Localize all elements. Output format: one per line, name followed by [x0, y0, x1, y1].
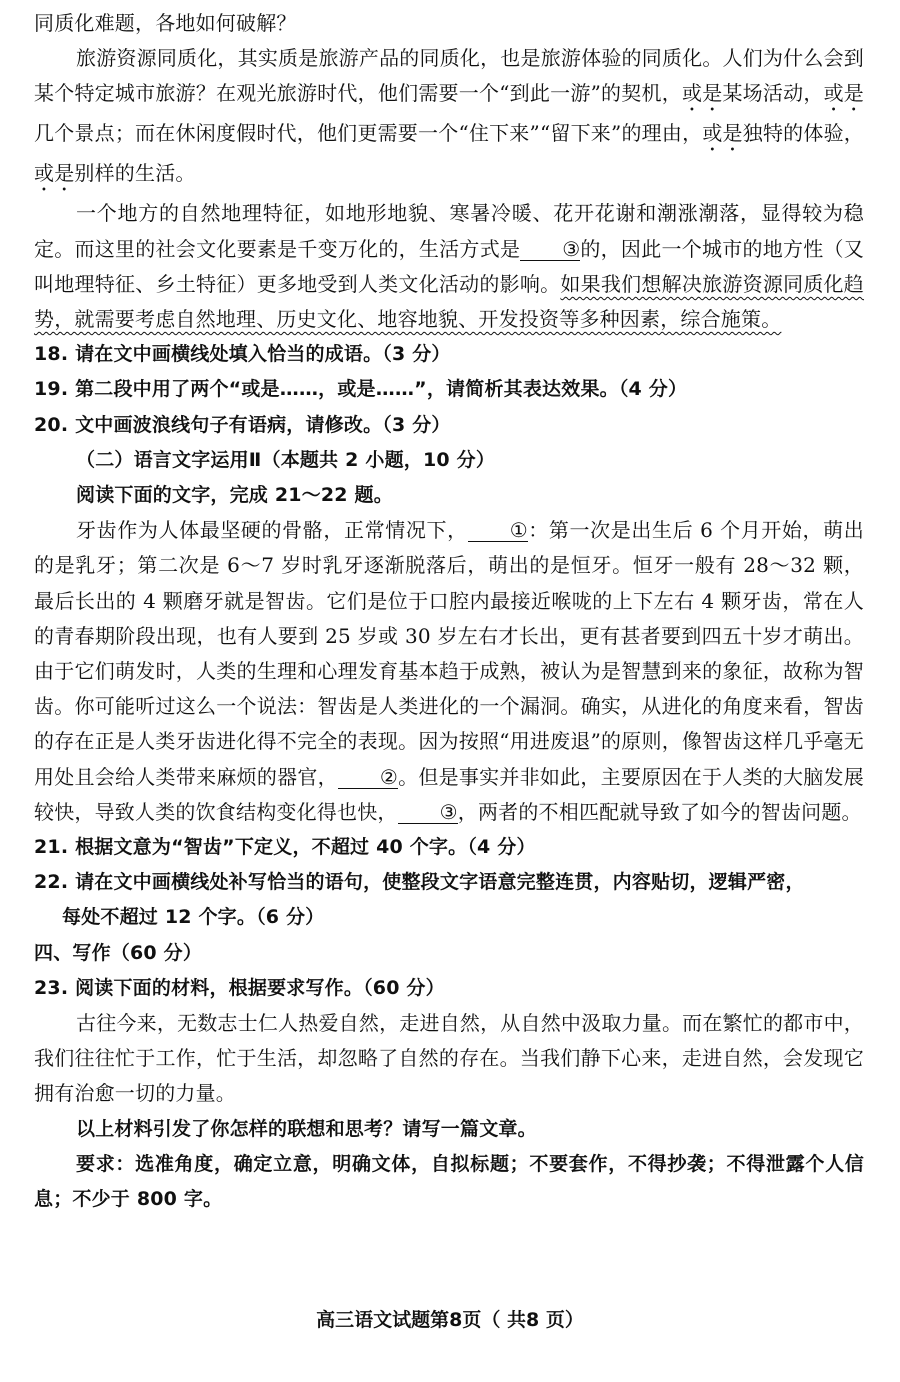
question-18: 18. 请在文中画横线处填入恰当的成语。（3 分）	[34, 343, 451, 366]
passage1-lead: 同质化难题，各地如何破解？	[34, 11, 297, 35]
passage1-para1	[34, 41, 864, 196]
para1-text-b: 某场活动，	[722, 81, 824, 106]
wavy-underlined-sentence: 如果我们想解决旅游资源同质化趋势，就需要考虑自然地理、历史文化、地容地貌、开发投资等多种因素，综合施策。	[34, 271, 865, 332]
section2-instruction: 阅读下面的文字，完成 21～22 题。	[76, 484, 393, 507]
question-22-line1: 22. 请在文中画横线处补写恰当的语句，使整段文字语意完整连贯，内容贴切，逻辑严密，	[34, 871, 805, 894]
emphasis-dot-2: 或是	[823, 81, 865, 106]
question-23: 23. 阅读下面的材料，根据要求写作。（60 分）	[34, 976, 445, 999]
para1-text-e: 别样的生活。	[74, 161, 196, 186]
para1-text-a: 旅游资源同质化，其实质是旅游产品的同质化，也是旅游体验的同质化。人们为什么会到某个特定城市旅游？在观光旅游时代，他们需要一个“到此一游”的契机，	[34, 46, 864, 106]
fill-blank-1: ①	[468, 519, 528, 542]
passage2-text-b: ：第一次是出生后 6 个月开始，萌出的是乳牙；第二次是 6～7 岁时乳牙逐渐脱落后，萌出的是恒牙。恒牙一般有 28～32 颗，最后长出的 4 颗磨牙就是智齿。它们是位于口腔内最接近喉咙的上下左右 4 颗牙齿，常在人的青春期阶段出现，也有人要到 25 岁或 30 岁左右才长出，更有甚者要到四五十岁才萌出。由于它们萌发时，人类的生理和心理发育基本趋于成熟，被认为是智慧到来的象征，故称为智齿。你可能听过这么一个说法：智齿是人类进化的一个漏洞。确实，从进化的角度来看，智齿的存在正是人类牙齿进化得不完全的表现。因为按照“用进废退”的原则，像智齿这样几乎毫无用处且会给人类带来麻烦的器官，	[34, 518, 864, 789]
passage1-para2	[34, 196, 864, 337]
fill-blank-3: ③	[520, 238, 580, 261]
para2-text-b: 的，因此一个城市的地方性（又叫地理特征、乡土特征）更多地受到人类文化活动的影响。	[34, 236, 864, 296]
emphasis-dot-4: 或是	[34, 161, 75, 186]
page-footer: 高三语文试题第8页（ 共8 页）	[316, 1309, 584, 1331]
emphasis-dot-3: 或是	[702, 121, 743, 146]
passage2-text-a: 牙齿作为人体最坚硬的骨骼，正常情况下，	[76, 518, 468, 543]
passage2-text-d: ，两者的不相匹配就导致了如今的智齿问题。	[457, 799, 862, 824]
para2-text-a: 一个地方的自然地理特征，如地形地貌、寒暑冷暖、花开花谢和潮涨潮落，显得较为稳定。而这里的社会文化要素是千变万化的，生活方式是	[34, 201, 864, 261]
question-22-line2: 每处不超过 12 个字。（6 分）	[62, 906, 325, 929]
fill-blank-2: ②	[338, 766, 398, 789]
passage2-text-c: 。但是事实并非如此，主要原因在于人类的大脑发展较快，导致人类的饮食结构变化得也快，	[34, 764, 864, 824]
writing-material: 古往今来，无数志士仁人热爱自然，走进自然，从自然中汲取力量。而在繁忙的都市中，我们往往忙于工作，忙于生活，却忽略了自然的存在。当我们静下心来，走进自然，会发现它拥有治愈一切的力量。	[34, 1011, 864, 1106]
fill-blank-3b: ③	[398, 801, 458, 824]
question-19: 19. 第二段中用了两个“或是……，或是……”，请简析其表达效果。（4 分）	[34, 378, 688, 401]
emphasis-dot-1: 或是	[681, 81, 723, 106]
para1-text-c: 几个景点；而在休闲度假时代，他们更需要一个“住下来”“留下来”的理由，	[34, 121, 703, 146]
section2-header: （二）语言文字运用Ⅱ（本题共 2 小题，10 分）	[76, 448, 496, 471]
para1-text-d: 独特的体验，	[742, 121, 865, 146]
writing-requirements: 要求：选准角度，确定立意，明确文体，自拟标题；不要套作，不得抄袭；不得泄露个人信息；不少于 800 字。	[34, 1152, 864, 1211]
question-20: 20. 文中画波浪线句子有语病，请修改。（3 分）	[34, 413, 451, 436]
writing-prompt: 以上材料引发了你怎样的联想和思考？请写一篇文章。	[76, 1117, 537, 1140]
question-21: 21. 根据文意为“智齿”下定义，不超过 40 个字。（4 分）	[34, 836, 536, 859]
writing-header: 四、写作（60 分）	[34, 941, 203, 964]
passage2-para	[34, 513, 864, 830]
